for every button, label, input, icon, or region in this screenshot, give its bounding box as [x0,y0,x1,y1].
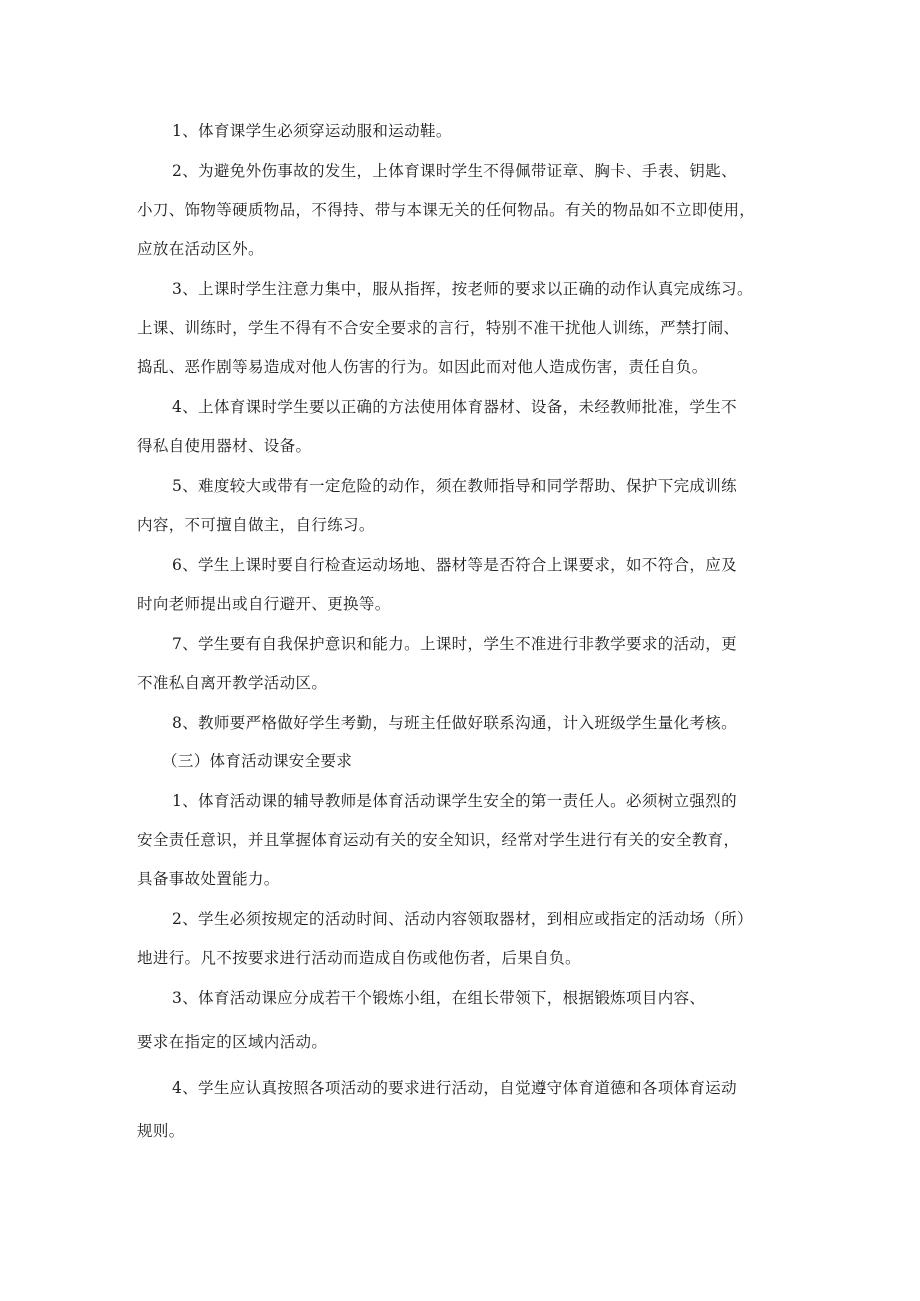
rule-7-line-2: 不准私自离开教学活动区。 [137,674,328,692]
activity-rule-1-line-1: 1、体育活动课的辅导教师是体育活动课学生安全的第一责任人。必须树立强烈的 [172,792,737,810]
activity-rule-1-line-3: 具备事故处置能力。 [137,870,280,888]
rule-2-line-3: 应放在活动区外。 [137,240,264,258]
rule-4-line-2: 得私自使用器材、设备。 [137,437,312,455]
activity-rule-4-line-1: 4、学生应认真按照各项活动的要求进行活动，自觉遵守体育道德和各项体育运动 [172,1079,737,1097]
activity-rule-3-line-1: 3、体育活动课应分成若干个锻炼小组，在组长带领下，根据锻炼项目内容、 [172,989,706,1007]
rule-6-line-2: 时向老师提出或自行避开、更换等。 [137,595,391,613]
rule-2-line-1: 2、为避免外伤事故的发生，上体育课时学生不得佩带证章、胸卡、手表、钥匙、 [172,162,737,180]
rule-8-line-1: 8、教师要严格做好学生考勤，与班主任做好联系沟通，计入班级学生量化考核。 [172,714,737,732]
rule-6-line-1: 6、学生上课时要自行检查运动场地、器材等是否符合上课要求，如不符合，应及 [172,556,737,574]
rule-3-line-1: 3、上课时学生注意力集中，服从指挥，按老师的要求以正确的动作认真完成练习。 [172,280,753,298]
activity-rule-1-line-2: 安全责任意识，并且掌握体育运动有关的安全知识，经常对学生进行有关的安全教育， [137,831,740,849]
rule-1-line-1: 1、体育课学生必须穿运动服和运动鞋。 [172,122,452,140]
activity-rule-3-line-2: 要求在指定的区域内活动。 [137,1033,328,1051]
rule-2-line-2: 小刀、饰物等硬质物品，不得持、带与本课无关的任何物品。有关的物品如不立即使用， [137,201,756,219]
activity-rule-2-line-2: 地进行。凡不按要求进行活动而造成自伤或他伤者，后果自负。 [137,949,581,967]
rule-3-line-3: 捣乱、恶作剧等易造成对他人伤害的行为。如因此而对他人造成伤害，责任自负。 [137,358,708,376]
rule-3-line-2: 上课、训练时，学生不得有不合安全要求的言行，特别不准干扰他人训练，严禁打闹、 [137,319,740,337]
activity-rule-2-line-1: 2、学生必须按规定的活动时间、活动内容领取器材，到相应或指定的活动场（所） [172,910,753,928]
rule-7-line-1: 7、学生要有自我保护意识和能力。上课时，学生不准进行非教学要求的活动，更 [172,635,737,653]
activity-rule-4-line-2: 规则。 [137,1122,185,1140]
rule-5-line-2: 内容，不可擅自做主，自行练习。 [137,516,375,534]
rule-5-line-1: 5、难度较大或带有一定危险的动作，须在教师指导和同学帮助、保护下完成训练 [172,477,737,495]
section-heading: （三）体育活动课安全要求 [162,752,353,770]
rule-4-line-1: 4、上体育课时学生要以正确的方法使用体育器材、设备，未经教师批准，学生不 [172,398,737,416]
